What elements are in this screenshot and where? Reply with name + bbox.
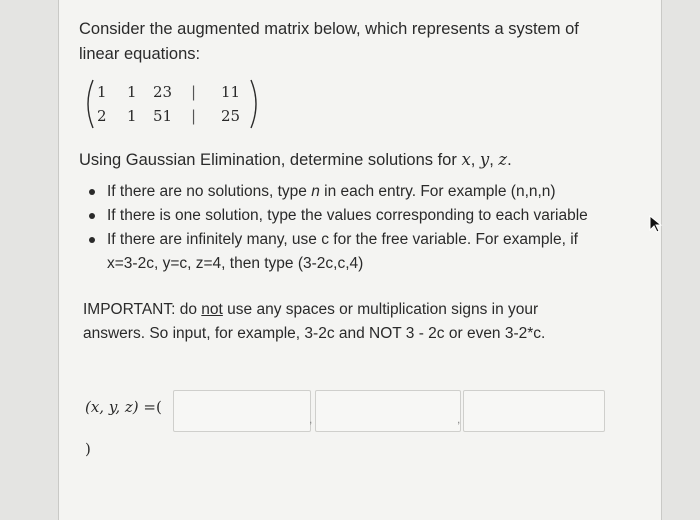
matrix-cell: 1 [127, 83, 137, 101]
right-paren [249, 78, 263, 130]
bullet-icon [89, 237, 95, 243]
list-item: If there are infinitely many, use c for the free variable. For example, if x=3-2c, y=c, z=4, then type (3-2c,c,4) [85, 228, 645, 276]
augmented-matrix [81, 78, 261, 130]
matrix-divider: | [191, 107, 197, 125]
matrix-cell: 11 [221, 83, 241, 101]
matrix-cell: 25 [221, 107, 241, 125]
matrix-cell: 1 [127, 107, 137, 125]
left-paren [81, 78, 95, 130]
instruction-list [85, 180, 645, 276]
answer-separator: , [457, 412, 461, 426]
answer-separator: , [309, 412, 313, 426]
matrix-cell: 1 [97, 83, 107, 101]
matrix-cell: 51 [153, 107, 173, 125]
bullet-icon [89, 189, 95, 195]
matrix-cell: 2 [97, 107, 107, 125]
answer-input-y[interactable] [315, 390, 461, 432]
var-z: z [498, 150, 508, 169]
var-y: y [479, 150, 490, 169]
matrix-divider: | [191, 83, 197, 101]
intro-text: Consider the augmented matrix below, which represents a system of linear equations: [79, 20, 579, 63]
var-x: x [461, 150, 471, 169]
pointer-cursor-icon [648, 214, 664, 234]
question-text: Using Gaussian Elimination, determine solutions for x, y, z. [79, 150, 512, 169]
answer-input-z[interactable] [463, 390, 605, 432]
important-note: IMPORTANT: do not use any spaces or multiplication signs in your answers. So input, for example, 3-2c and NOT 3 - 2c or even 3-2*c. [83, 301, 546, 342]
answer-label: (x, y, z) =( [85, 398, 162, 416]
list-item: If there is one solution, type the values corresponding to each variable [85, 204, 645, 228]
answer-input-x[interactable] [173, 390, 311, 432]
matrix-cell: 23 [153, 83, 173, 101]
bullet-icon [89, 213, 95, 219]
answer-close-paren: ) [85, 440, 91, 458]
list-item: If there are no solutions, type n in each entry. For example (n,n,n) [85, 180, 645, 204]
question-card [58, 0, 662, 520]
